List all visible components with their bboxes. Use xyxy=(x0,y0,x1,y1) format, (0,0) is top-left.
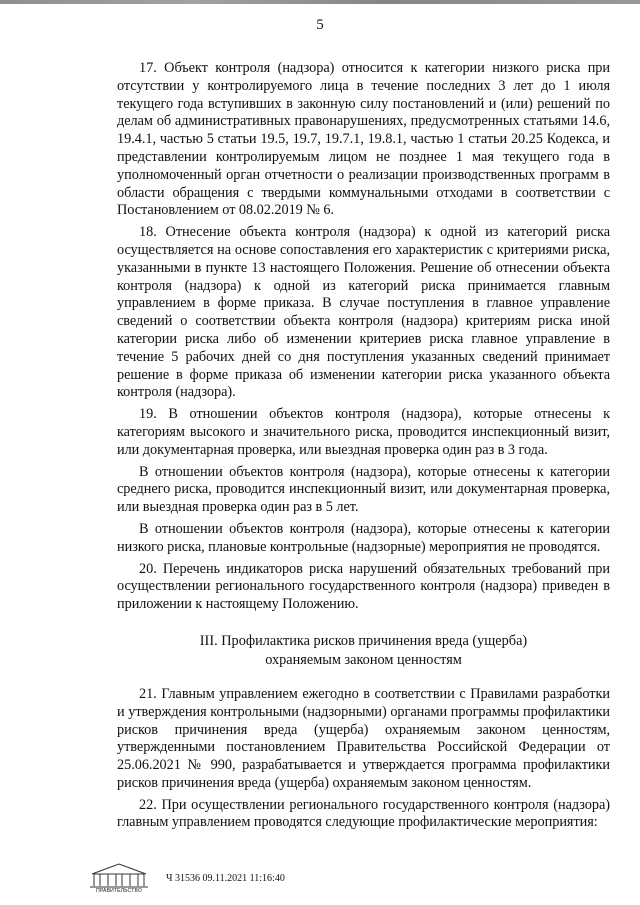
registration-stamp: Ч 31536 09.11.2021 11:16:40 xyxy=(166,873,285,884)
paragraph-18: 18. Отнесение объекта контроля (надзора) к одной из категорий риска осуществляется на основе сопоставления его характеристик с критериями риска, указанными в пункте 13 настоящего Положения. Решение об отнесении объекта контроля (надзора) к одной из категорий риска принимается главным управлением в форме приказа. В случае поступления в главное управление сведений о соответствии объекта контроля (надзора) критериям риска иной категории риска либо об изменении критериев риска главное управление в течение 5 рабочих дней со дня поступления указанных сведений принимает решение в форме приказа об изменении категории риска указанного объекта контроля (надзора). xyxy=(117,224,610,401)
section-heading-line-1: III. Профилактика рисков причинения вреда (ущерба) xyxy=(199,632,528,649)
page-number: 5 xyxy=(316,17,324,33)
section-heading xyxy=(117,632,610,670)
paragraph-22: 22. При осуществлении регионального государственного контроля (надзора) главным управлением проводятся следующие профилактические мероприятия: xyxy=(117,796,610,831)
paragraph-20: 20. Перечень индикаторов риска нарушений обязательных требований при осуществлении регионального государственного контроля (надзора) приведен в приложении к настоящему Положению. xyxy=(117,560,610,613)
paragraph-21: 21. Главным управлением ежегодно в соответствии с Правилами разработки и утверждения контрольными (надзорными) органами программы профилактики рисков причинения вреда (ущерба) охраняемым законом ценностям, утвержденными постановлением Правительства Российской Федерации от 25.06.2021 № 990, разрабатывается и утверждается программа профилактики рисков причинения вреда (ущерба) охраняемым законом ценностям. xyxy=(117,685,610,791)
paragraph-19-medium-risk: В отношении объектов контроля (надзора), которые отнесены к категории среднего риска, проводится инспекционный визит, или документарная проверка, или выездная проверка один раз в 5 лет. xyxy=(117,463,610,516)
document-body xyxy=(117,60,610,836)
paragraph-17: 17. Объект контроля (надзора) относится к категории низкого риска при отсутствии у контролируемого лица в течение последних 3 лет до 1 июля текущего года вступивших в законную силу постановлений и (или) решений по делам об административных правонарушениях, предусмотренных статьями 14.6, 19.4.1, частью 5 статьи 19.5, 19.7, 19.7.1, 19.8.1, частью 1 статьи 20.25 Кодекса, и представлении контролируемым лицом не позднее 1 мая текущего года в уполномоченный орган отчетности о реализации производственных программ в области обращения с твердыми коммунальными отходами в соответствии с Постановлением от 08.02.2019 № 6. xyxy=(117,60,610,219)
scan-edge-line xyxy=(0,0,640,4)
emblem-caption: ПРАВИТЕЛЬСТВО xyxy=(96,888,142,894)
document-footer xyxy=(88,860,348,900)
section-heading-line-2: охраняемым законом ценностям xyxy=(265,651,462,668)
paragraph-19-low-risk: В отношении объектов контроля (надзора), которые отнесены к категории низкого риска, плановые контрольные (надзорные) мероприятия не проводятся. xyxy=(117,520,610,555)
paragraph-19: 19. В отношении объектов контроля (надзора), которые отнесены к категориям высокого и значительного риска, проводится инспекционный визит, или документарная проверка, или выездная проверка один раз в 3 года. xyxy=(117,406,610,458)
